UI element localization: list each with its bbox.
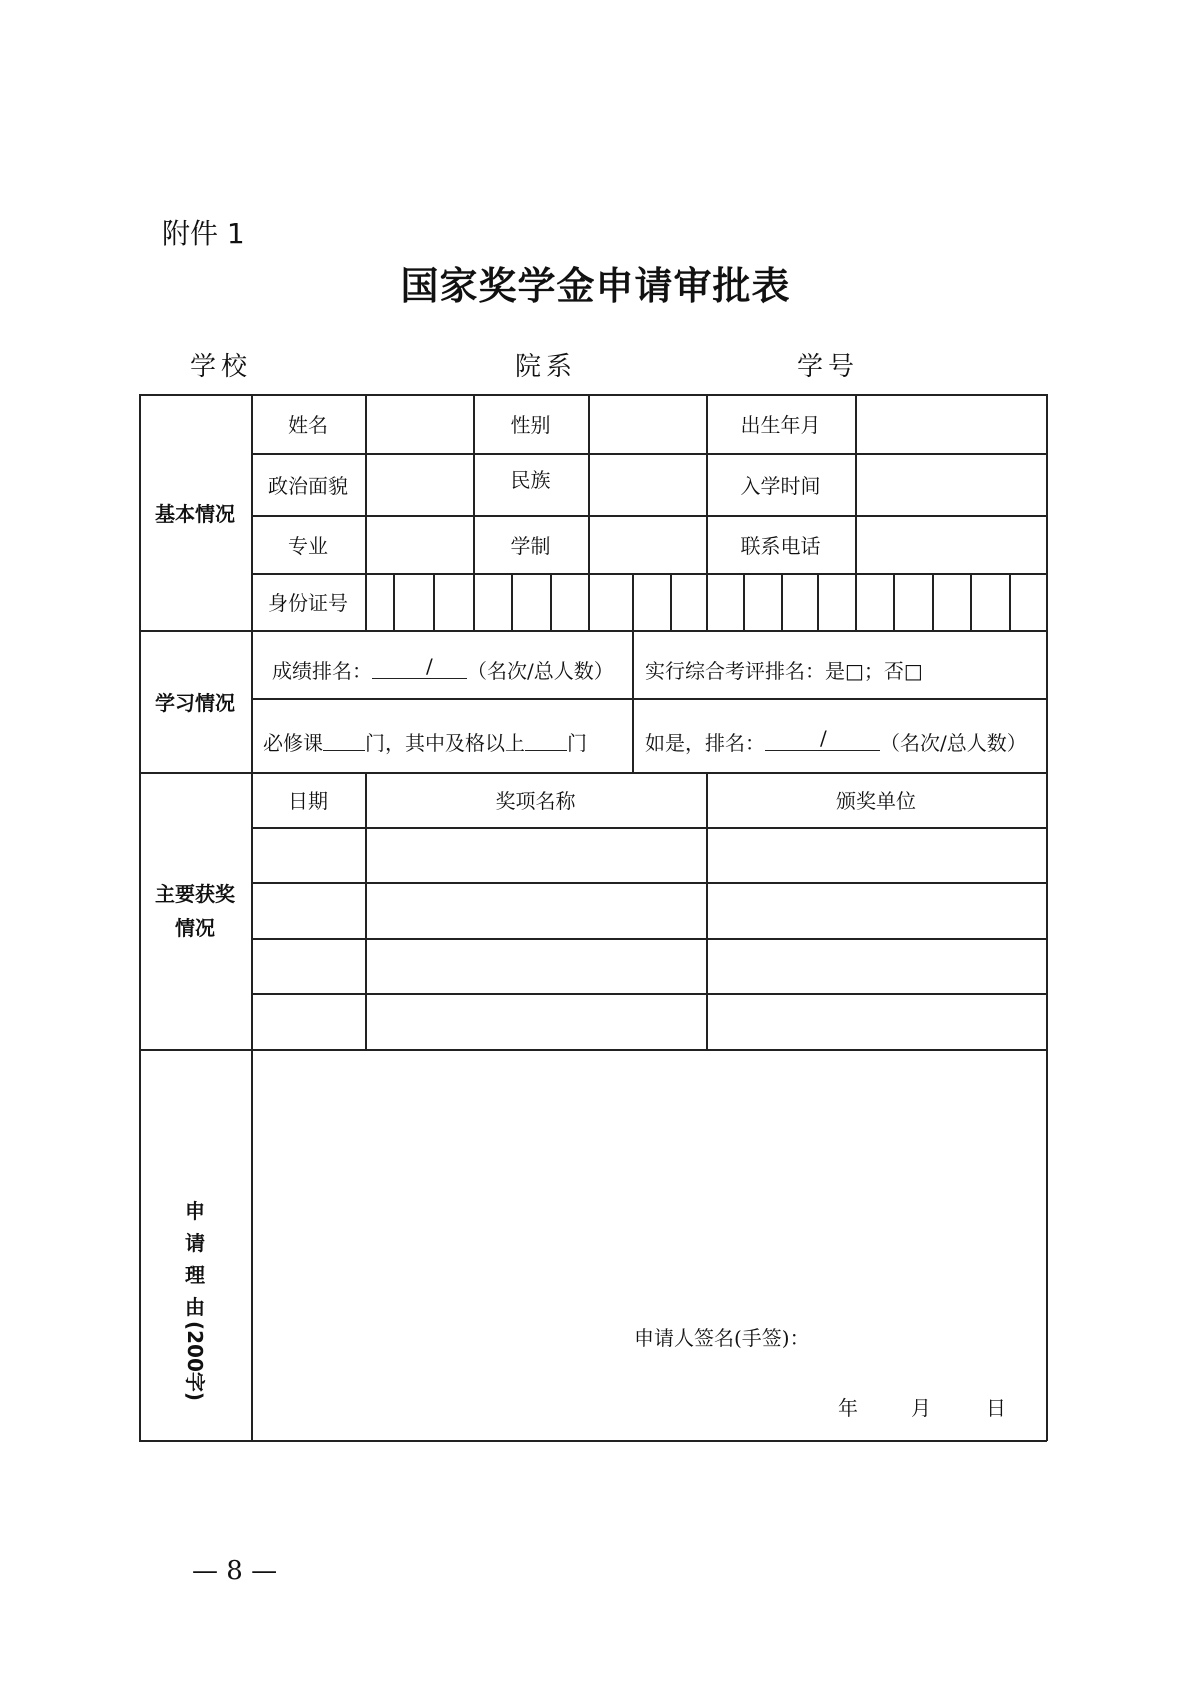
birth-label: 出生年月 (740, 413, 821, 437)
enroll-label: 入学时间 (740, 473, 821, 498)
if-yes-note: （名次/总人数） (880, 730, 1027, 755)
row-line (251, 882, 1047, 884)
date-year-label: 年 (838, 1396, 858, 1420)
id-number-label: 身份证号 (268, 591, 348, 615)
reason-length-note: (200字) (183, 1320, 207, 1402)
department-label: 院系 (515, 352, 578, 382)
comprehensive-eval[interactable]: 实行综合考评排名：是□；否□ (645, 658, 923, 683)
major-label: 专业 (288, 533, 328, 558)
row-line (251, 993, 1047, 995)
student-id-label: 学号 (797, 352, 860, 382)
required-courses-row (263, 712, 587, 770)
school-label: 学校 (190, 352, 253, 382)
if-yes-slash: / (820, 725, 827, 750)
id-number-field[interactable] (365, 573, 1046, 630)
signature-label: 申请人签名(手签)： (634, 1326, 810, 1350)
passed-count-blank[interactable] (525, 732, 567, 751)
reason-char-3: 理 (185, 1263, 205, 1287)
rank-label: 成绩排名： (272, 658, 372, 683)
reason-char-2: 请 (185, 1231, 205, 1255)
if-yes-rank-blank[interactable] (765, 725, 880, 751)
reason-text-area[interactable] (252, 1050, 1046, 1440)
section-awards-text: 主要获奖情况 (155, 881, 235, 940)
row-line (251, 698, 1047, 700)
ethnicity-field[interactable] (588, 453, 706, 515)
table-border-right (1046, 394, 1048, 1441)
date-day-label: 日 (986, 1396, 1006, 1420)
section-reason-label (139, 1195, 251, 1402)
major-field[interactable] (365, 515, 473, 573)
gender-label: 性别 (510, 413, 551, 437)
enroll-field[interactable] (855, 453, 1046, 515)
row-line (251, 827, 1047, 829)
award-issuer-header: 颁奖单位 (836, 789, 916, 813)
date-month-label: 月 (911, 1396, 931, 1420)
page-number: — 8 — (192, 1556, 278, 1586)
phone-label: 联系电话 (740, 533, 821, 558)
rank-blank[interactable] (372, 653, 467, 679)
section-study-label: 学习情况 (155, 690, 235, 715)
required-mid: 门，其中及格以上 (365, 730, 525, 755)
award-name-header: 奖项名称 (495, 789, 576, 813)
name-field[interactable] (365, 394, 473, 453)
phone-field[interactable] (855, 515, 1046, 573)
table-border-bottom (139, 1440, 1047, 1442)
award-date-header: 日期 (288, 789, 328, 813)
duration-field[interactable] (588, 515, 706, 573)
duration-label: 学制 (510, 533, 551, 558)
attachment-label: 附件 1 (162, 217, 245, 250)
section-divider (139, 630, 1047, 632)
gender-field[interactable] (588, 394, 706, 453)
rank-row (272, 640, 614, 698)
col-line (632, 630, 634, 773)
politics-field[interactable] (365, 453, 473, 515)
row-line (251, 938, 1047, 940)
politics-label: 政治面貌 (268, 473, 348, 498)
required-count-blank[interactable] (323, 732, 365, 751)
required-pre: 必修课 (263, 730, 323, 755)
ethnicity-label: 民族 (510, 467, 551, 492)
name-label: 姓名 (288, 413, 328, 437)
rank-slash: / (426, 653, 433, 678)
reason-char-1: 申 (185, 1199, 205, 1223)
birth-field[interactable] (855, 394, 1046, 453)
section-basic-label: 基本情况 (155, 501, 235, 526)
section-awards-label (139, 772, 251, 1049)
reason-char-4: 由 (185, 1295, 205, 1319)
required-post: 门 (567, 730, 587, 755)
if-yes-rank-row (645, 712, 1027, 770)
if-yes-label: 如是，排名： (645, 730, 765, 755)
rank-note: （名次/总人数） (467, 658, 614, 683)
form-title: 国家奖学金申请审批表 (400, 263, 791, 308)
